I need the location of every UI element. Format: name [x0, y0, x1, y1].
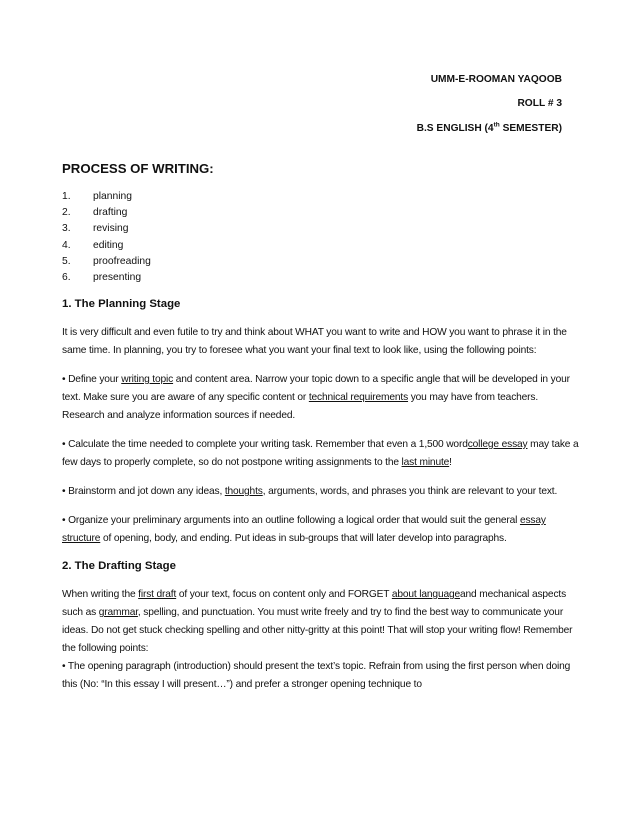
- planning-bullet-topic: • Define your writing topic and content area. Narrow your topic down to a specific angle that will be developed in your text. Make sure you are aware of any specific content or technical requirements you may have from teachers. Research and analyze information sources if needed.: [62, 374, 570, 421]
- first-draft-link[interactable]: first draft: [138, 589, 177, 600]
- last-minute-link[interactable]: last minute: [401, 457, 450, 468]
- about-language-link[interactable]: about language: [391, 589, 461, 600]
- drafting-heading: 2. The Drafting Stage: [62, 560, 176, 572]
- steps-list: [62, 190, 151, 287]
- planning-heading: 1. The Planning Stage: [62, 298, 181, 310]
- author-name: UMM-E-ROOMAN YAQOOB: [430, 74, 562, 85]
- drafting-intro: When writing the first draft of your text, focus on content only and FORGET about languageand mechanical aspects such as grammar, spelling, and punctuation. You must write freely and try to find the best way to communicate your ideas. Do not get stuck checking spelling and other nitty-gritty at this point! That will stop your writing flow! Remember the following points:: [62, 589, 573, 654]
- list-item: 3. revising: [62, 223, 129, 235]
- planning-intro: It is very difficult and even futile to try and think about WHAT you want to write and HOW you want to phrase it in the same time. In planning, you try to foresee what you want your final text to look like, using the following points:: [62, 327, 567, 356]
- planning-bullet-brainstorm: • Brainstorm and jot down any ideas, thoughts, arguments, words, and phrases you think are relevant to your text.: [62, 486, 558, 497]
- page-title: PROCESS OF WRITING:: [62, 161, 214, 176]
- author-header: [417, 74, 562, 147]
- writing-topic-link[interactable]: writing topic: [121, 374, 174, 385]
- essay-structure-link[interactable]: essay structure: [62, 515, 546, 544]
- document-body: [62, 297, 582, 694]
- list-item: 6. presenting: [62, 271, 142, 283]
- thoughts-link[interactable]: thoughts: [224, 486, 263, 497]
- grammar-link[interactable]: grammar: [98, 607, 138, 618]
- drafting-bullet-opening: • The opening paragraph (introduction) should present the text’s topic. Refrain from using the first person when doing this (No: “In this essay I will present…”) and prefer a stronger opening technique to: [62, 661, 571, 690]
- planning-bullet-time: • Calculate the time needed to complete your writing task. Remember that even a 1,500 wordcollege essay may take a few days to properly complete, so do not postpone writing assignments to the last minute!: [62, 439, 579, 468]
- technical-requirements-link[interactable]: technical requirements: [308, 392, 409, 403]
- course-line: B.S ENGLISH (4th SEMESTER): [416, 121, 562, 134]
- list-item: 4. editing: [62, 239, 124, 251]
- roll-number: ROLL # 3: [517, 98, 562, 110]
- planning-bullet-organize: • Organize your preliminary arguments into an outline following a logical order that would suit the general essay structure of opening, body, and ending. Put ideas in sub-groups that will later develop into paragraphs.: [62, 515, 546, 544]
- list-item: 1. planning: [62, 191, 132, 202]
- list-item: 5. proofreading: [62, 255, 151, 267]
- list-item: 2. drafting: [62, 207, 128, 219]
- college-essay-link[interactable]: college essay: [467, 439, 528, 450]
